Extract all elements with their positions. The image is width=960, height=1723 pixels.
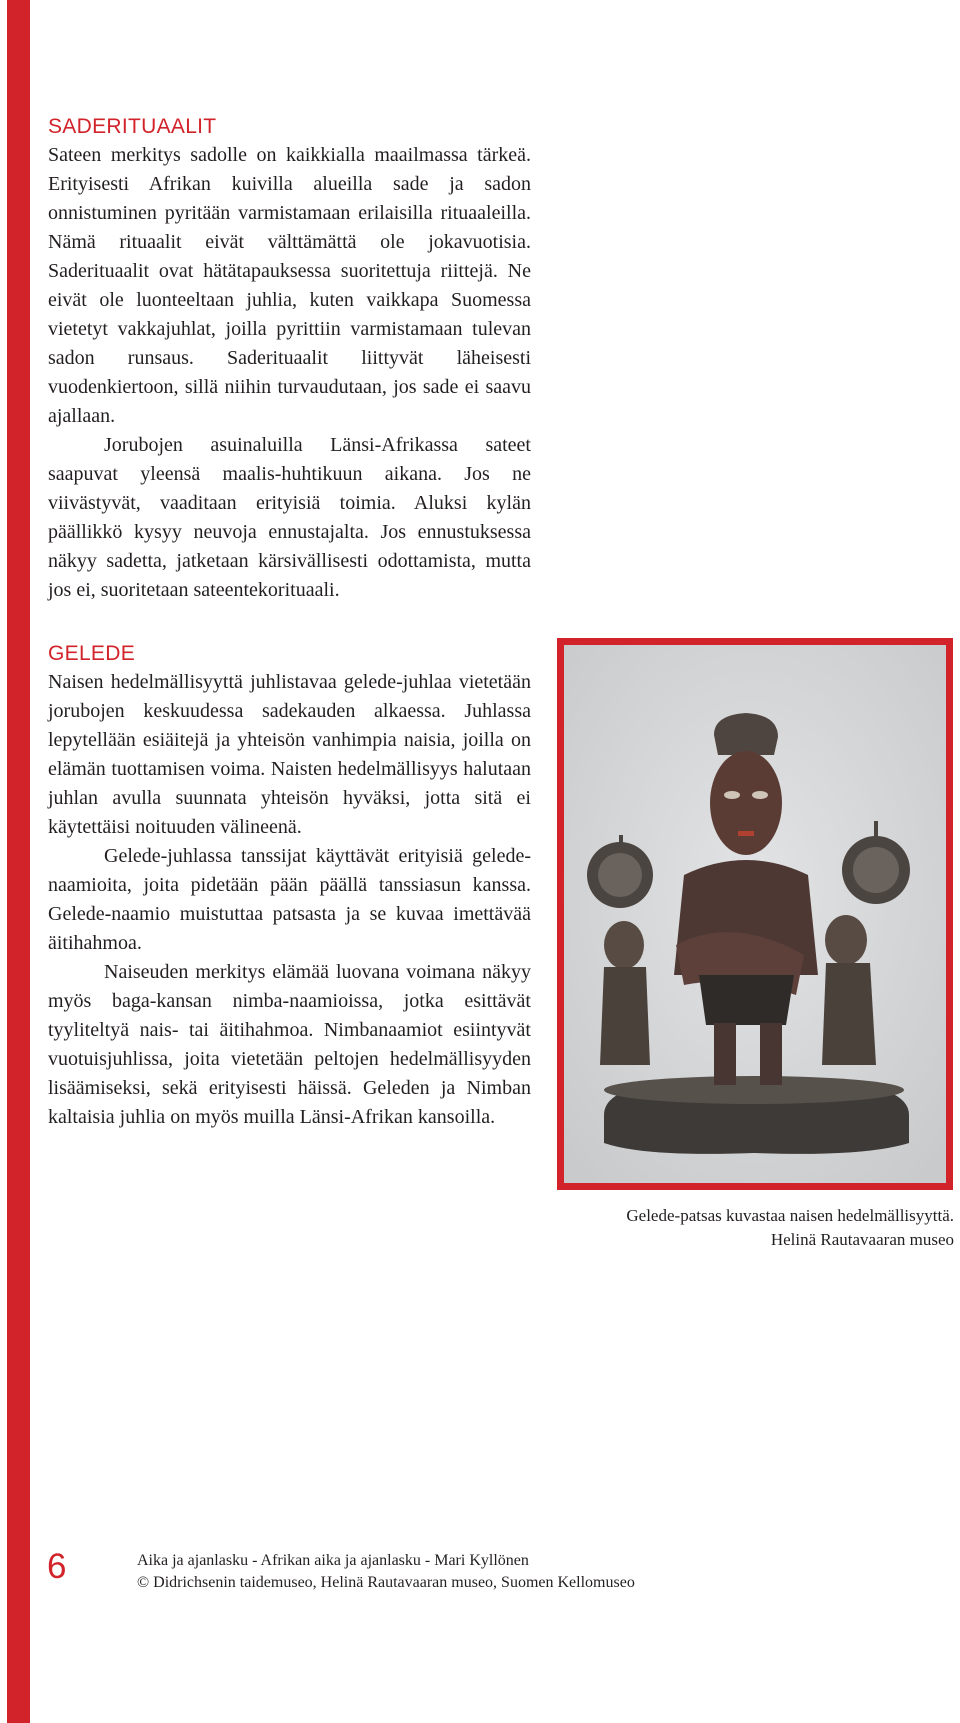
caption-line: Gelede-patsas kuvastaa naisen hedelmällisyyttä.	[626, 1206, 954, 1225]
footer	[137, 1550, 635, 1594]
section-heading-saderituaalit: SADERITUAALIT	[48, 115, 217, 138]
body-paragraph: Naiseuden merkitys elämää luovana voimana näkyy myös baga-kansan nimba-naamioissa, jotka esittävät tyyliteltyä nais- tai äitihahmoa. Nimbanaamiot esiintyvät vuotuisjuhlissa, joita vietetään peltojen hedelmällisyyden lisäämiseksi, sekä erityisesti häissä. Geleden ja Nimban kaltaisia juhlia on myös muilla Länsi-Afrikan kansoilla.	[48, 961, 531, 1128]
saderituaalit-body	[48, 141, 531, 605]
body-paragraph: Jorubojen asuinaluilla Länsi-Afrikassa sateet saapuvat yleensä maalis-huhtikuun aikana. Jos ne viivästyvät, vaaditaan erityisiä toimia. Aluksi kylän päällikkö kysyy neuvoja ennustajalta. Jos ennustuksessa näkyy sadetta, jatketaan kärsivällisesti odottamista, mutta jos ei, suoritetaan sateentekorituaali.	[48, 434, 531, 601]
footer-title: Aika ja ajanlasku - Afrikan aika ja ajanlasku - Mari Kyllönen	[137, 1552, 529, 1569]
left-margin-bar	[7, 0, 30, 1723]
body-paragraph: Naisen hedelmällisyyttä juhlistavaa gelede-juhlaa vietetään jorubojen keskuudessa sadekauden alkaessa. Juhlassa lepytellään esiäitejä ja yhteisön vanhimpia naisia, joilla on elämän tuottamisen voima. Naisten hedelmällisyys halutaan juhlan avulla suunnata yhteisön hyväksi, jotta sitä ei käytettäisi noituuden välineenä.	[48, 671, 531, 838]
caption-credit: Helinä Rautavaaran museo	[770, 1230, 954, 1249]
gelede-statue-image	[564, 645, 946, 1183]
photo-caption	[540, 1204, 954, 1252]
page-number: 6	[47, 1547, 67, 1586]
section-heading-gelede: GELEDE	[48, 642, 135, 665]
gelede-body	[48, 668, 531, 1132]
body-paragraph: Sateen merkitys sadolle on kaikkialla maailmassa tärkeä. Erityisesti Afrikan kuivilla alueilla sade ja sadon onnistuminen pyritään varmistamaan erilaisilla rituaaleilla. Nämä rituaalit eivät välttämättä ole jokavuotisia. Saderituaalit ovat hätätapauksessa suoritettuja riittejä. Ne eivät ole luonteeltaan juhlia, kuten vaikkapa Suomessa vietetyt vakkajuhlat, joilla pyrittiin varmistamaan tulevan sadon runsaus. Saderituaalit liittyvät läheisesti vuodenkiertoon, sillä niihin turvaudutaan, jos sade ei saavu ajallaan.	[48, 144, 531, 427]
statue-photo-frame	[557, 638, 953, 1190]
body-paragraph: Gelede-juhlassa tanssijat käyttävät erityisiä gelede-naamioita, joita pidetään pään päällä tanssiasun kanssa. Gelede-naamio muistuttaa patsasta ja se kuvaa imettävää äitihahmoa.	[48, 845, 531, 954]
footer-copyright: © Didrichsenin taidemuseo, Helinä Rautavaaran museo, Suomen Kellomuseo	[137, 1574, 635, 1591]
